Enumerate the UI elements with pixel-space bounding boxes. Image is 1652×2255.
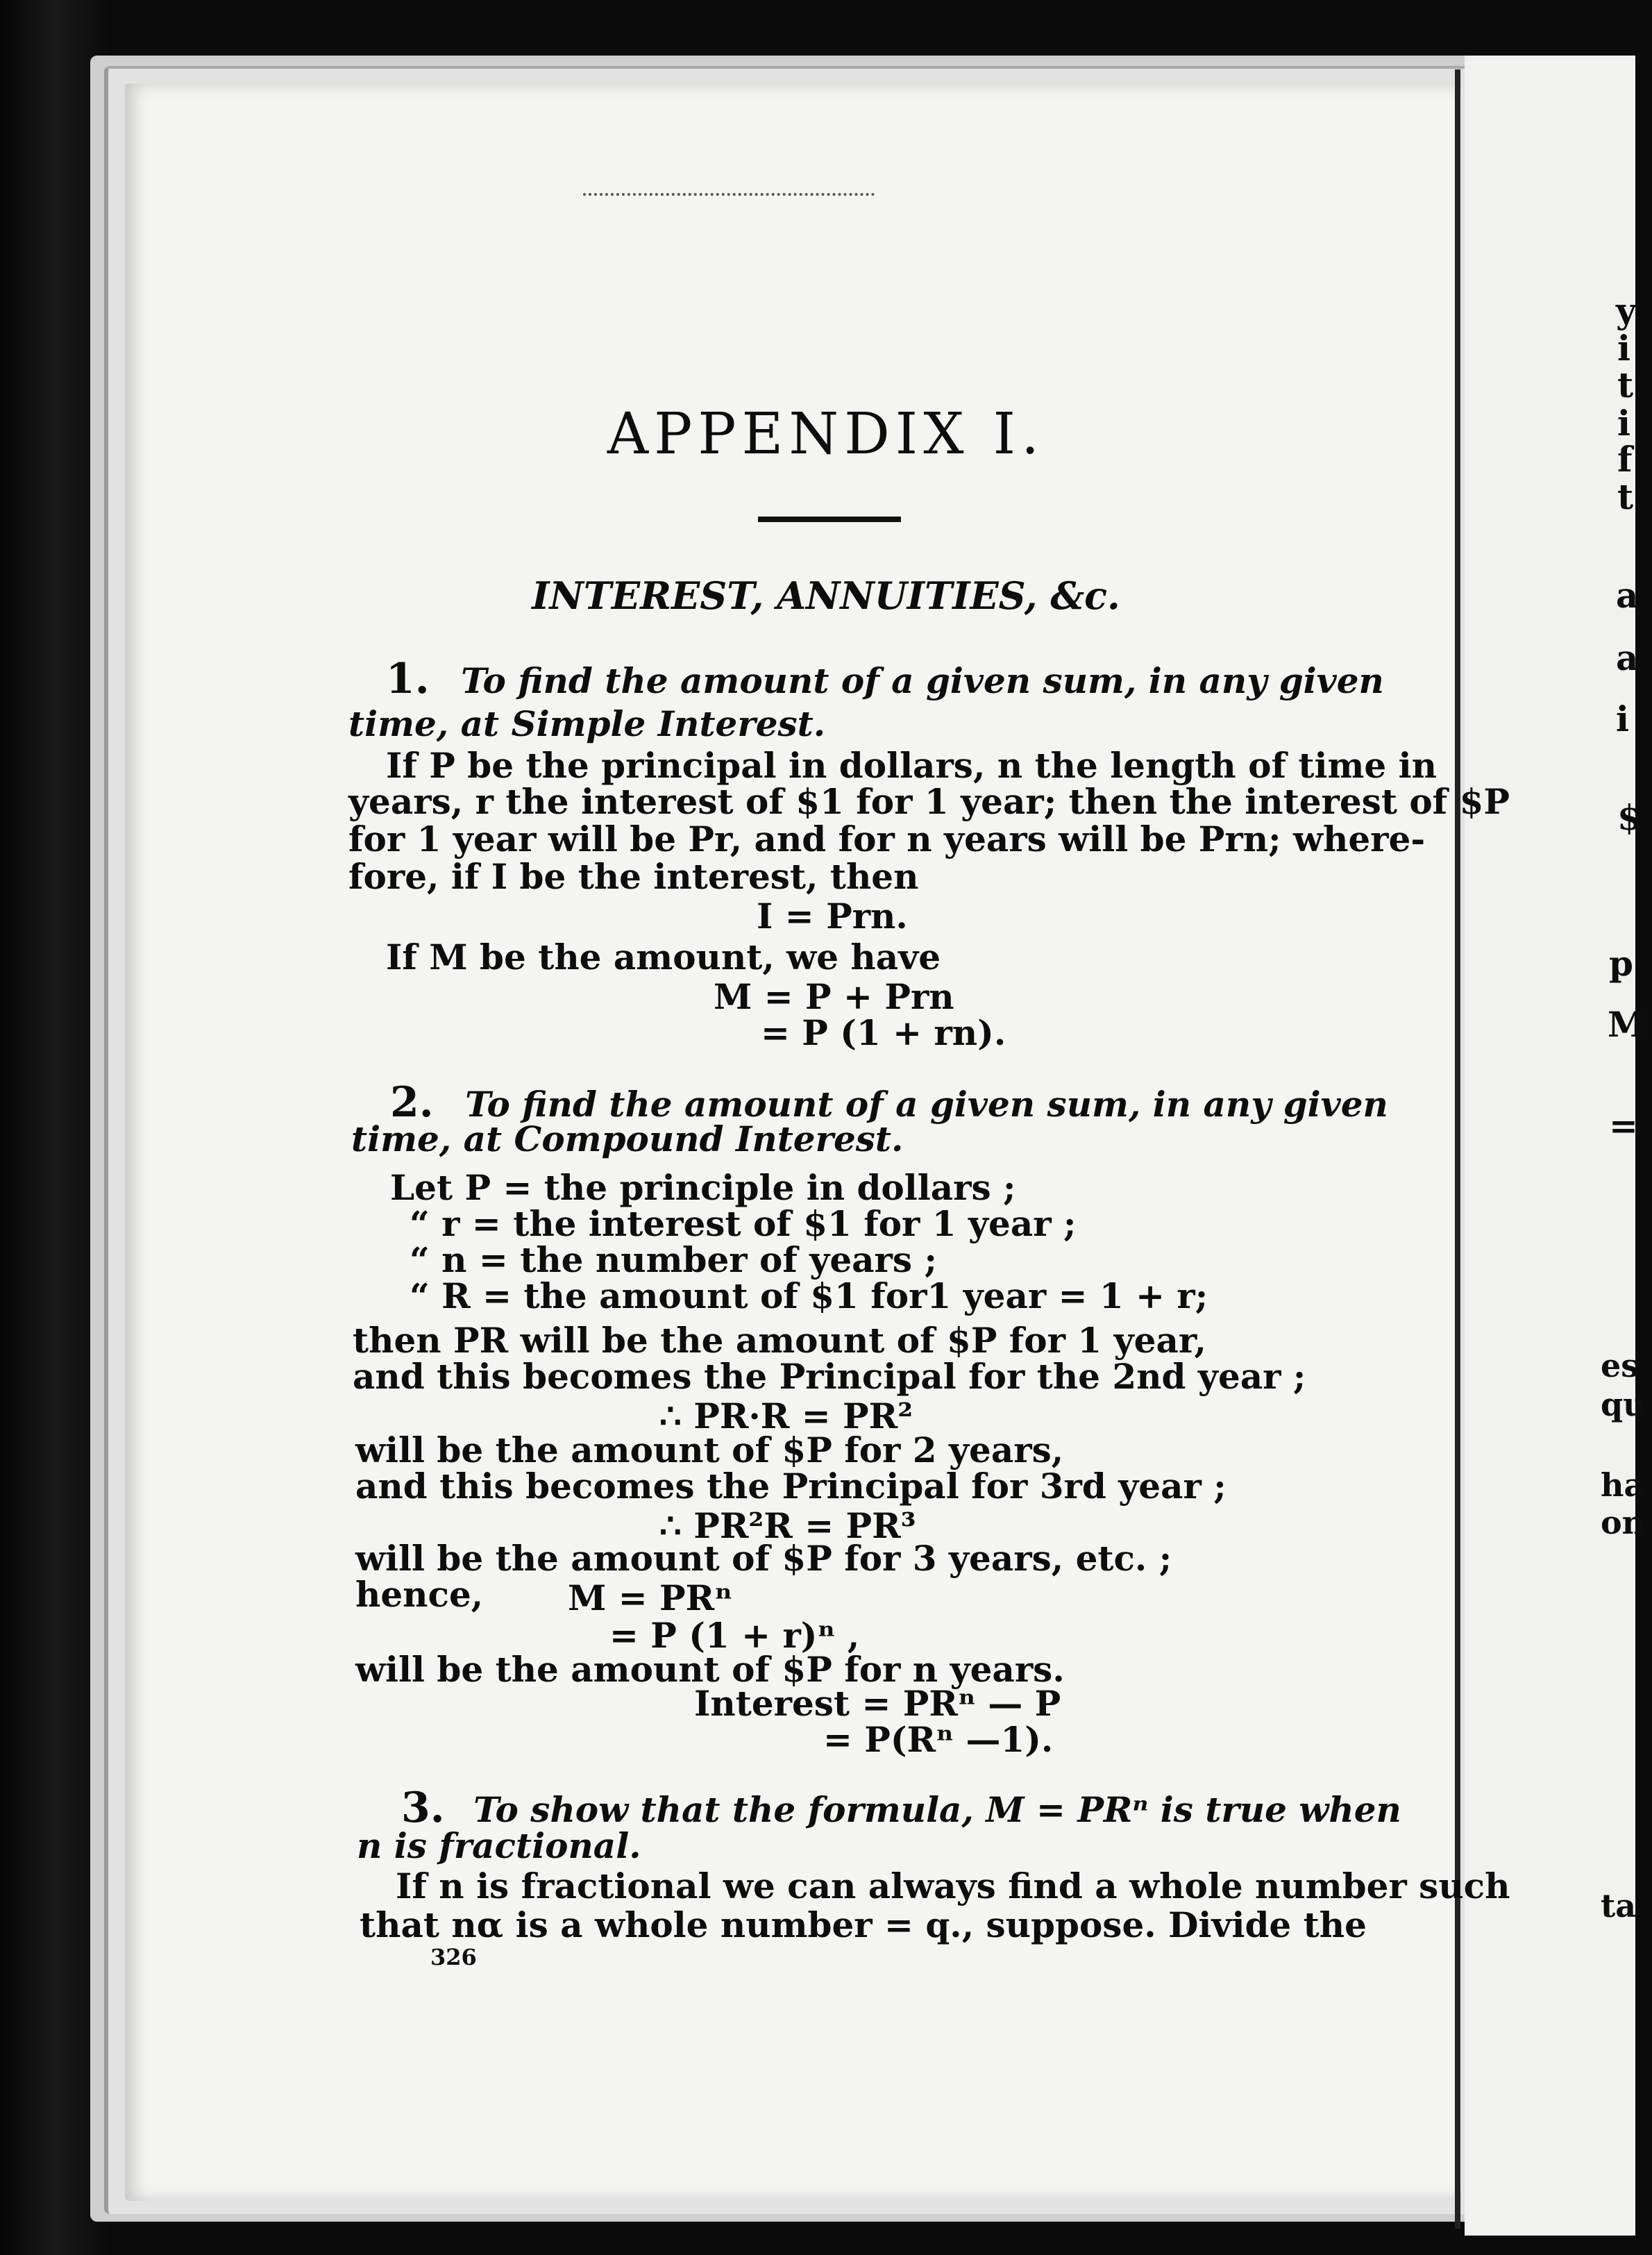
body-line: will be the amount of $P for n years. bbox=[355, 1649, 1065, 1690]
equation: ∴ PR²R = PR³ bbox=[659, 1505, 916, 1546]
fragment: ta bbox=[1601, 1887, 1637, 1925]
definition-line: “ R = the amount of $1 for1 year = 1 + r; bbox=[410, 1275, 1208, 1316]
equation: = P(Rⁿ —1). bbox=[823, 1719, 1054, 1760]
definition-line: “ n = the number of years ; bbox=[410, 1239, 937, 1280]
equation: M = PRⁿ bbox=[568, 1577, 733, 1618]
equation: ∴ PR·R = PR² bbox=[659, 1395, 913, 1436]
section-number: 1. bbox=[386, 655, 430, 703]
heading-text: n is fractional. bbox=[357, 1825, 641, 1866]
body-line: for 1 year will be Pr, and for n years will be Prn; where- bbox=[348, 819, 1426, 860]
body-line: will be the amount of $P for 2 years, bbox=[355, 1430, 1064, 1470]
section-number: 2. bbox=[390, 1078, 434, 1127]
fragment: i bbox=[1617, 403, 1630, 444]
body-line: and this becomes the Principal for 3rd year ; bbox=[355, 1466, 1227, 1507]
body-line: then PR will be the amount of $P for 1 year, bbox=[353, 1320, 1206, 1361]
fragment: t bbox=[1617, 476, 1634, 517]
body-line: If P be the principal in dollars, n the length of time in bbox=[386, 745, 1437, 786]
definition-line: “ r = the interest of $1 for 1 year ; bbox=[410, 1203, 1077, 1244]
body-line: will be the amount of $P for 3 years, etc. ; bbox=[355, 1538, 1172, 1579]
equation: = P (1 + r)ⁿ , bbox=[609, 1615, 860, 1656]
equation: Interest = PRⁿ — P bbox=[694, 1683, 1061, 1724]
fragment: y bbox=[1616, 290, 1637, 331]
heading-text: time, at Compound Interest. bbox=[351, 1118, 904, 1159]
heading-text: To find the amount of a given sum, in any given bbox=[461, 660, 1384, 701]
fragment: a bbox=[1616, 637, 1639, 678]
section-3-heading bbox=[401, 1784, 1401, 1832]
section-subtitle: INTEREST, ANNUITIES, &c. bbox=[532, 573, 1120, 618]
fragment: f bbox=[1617, 439, 1633, 480]
body-line: and this becomes the Principal for the 2nd year ; bbox=[353, 1356, 1306, 1397]
body-line: years, r the interest of $1 for 1 year; then the interest of $P bbox=[348, 781, 1510, 822]
page-number: 326 bbox=[430, 1944, 477, 1970]
heading-text: time, at Simple Interest. bbox=[348, 703, 826, 744]
section-2-heading bbox=[390, 1078, 1388, 1127]
section-1-heading bbox=[386, 655, 1384, 703]
fragment: t bbox=[1617, 364, 1634, 405]
equation: I = Prn. bbox=[757, 896, 908, 937]
heading-text: To find the amount of a given sum, in any given bbox=[465, 1084, 1388, 1125]
equation: = P (1 + rn). bbox=[761, 1012, 1006, 1053]
fragment: i bbox=[1617, 328, 1630, 369]
body-line: If n is fractional we can always find a whole number such bbox=[396, 1866, 1510, 1906]
fragment: a bbox=[1616, 575, 1639, 616]
fragment: p bbox=[1609, 943, 1633, 984]
body-line: fore, if I be the interest, then bbox=[348, 856, 919, 897]
fragment: M bbox=[1608, 1004, 1646, 1045]
title-rule bbox=[758, 517, 901, 522]
page-title: APPENDIX I. bbox=[607, 401, 1045, 467]
heading-text: To show that the formula, M = PRⁿ is true when bbox=[473, 1789, 1401, 1830]
fragment: i bbox=[1616, 698, 1629, 739]
fragment: on bbox=[1601, 1504, 1646, 1541]
fragment: qu bbox=[1601, 1386, 1646, 1423]
section-number: 3. bbox=[401, 1784, 445, 1832]
equation: M = P + Prn bbox=[714, 976, 954, 1017]
fragment: es bbox=[1601, 1347, 1640, 1384]
body-line: that nα is a whole number = q., suppose. Divide the bbox=[360, 1904, 1367, 1945]
definition-line: Let P = the principle in dollars ; bbox=[390, 1167, 1016, 1208]
fragment: = bbox=[1609, 1105, 1638, 1146]
fragment: ha bbox=[1601, 1466, 1645, 1504]
body-line: If M be the amount, we have bbox=[386, 937, 941, 978]
body-line: hence, bbox=[355, 1574, 484, 1615]
fragment: $ bbox=[1617, 797, 1642, 838]
